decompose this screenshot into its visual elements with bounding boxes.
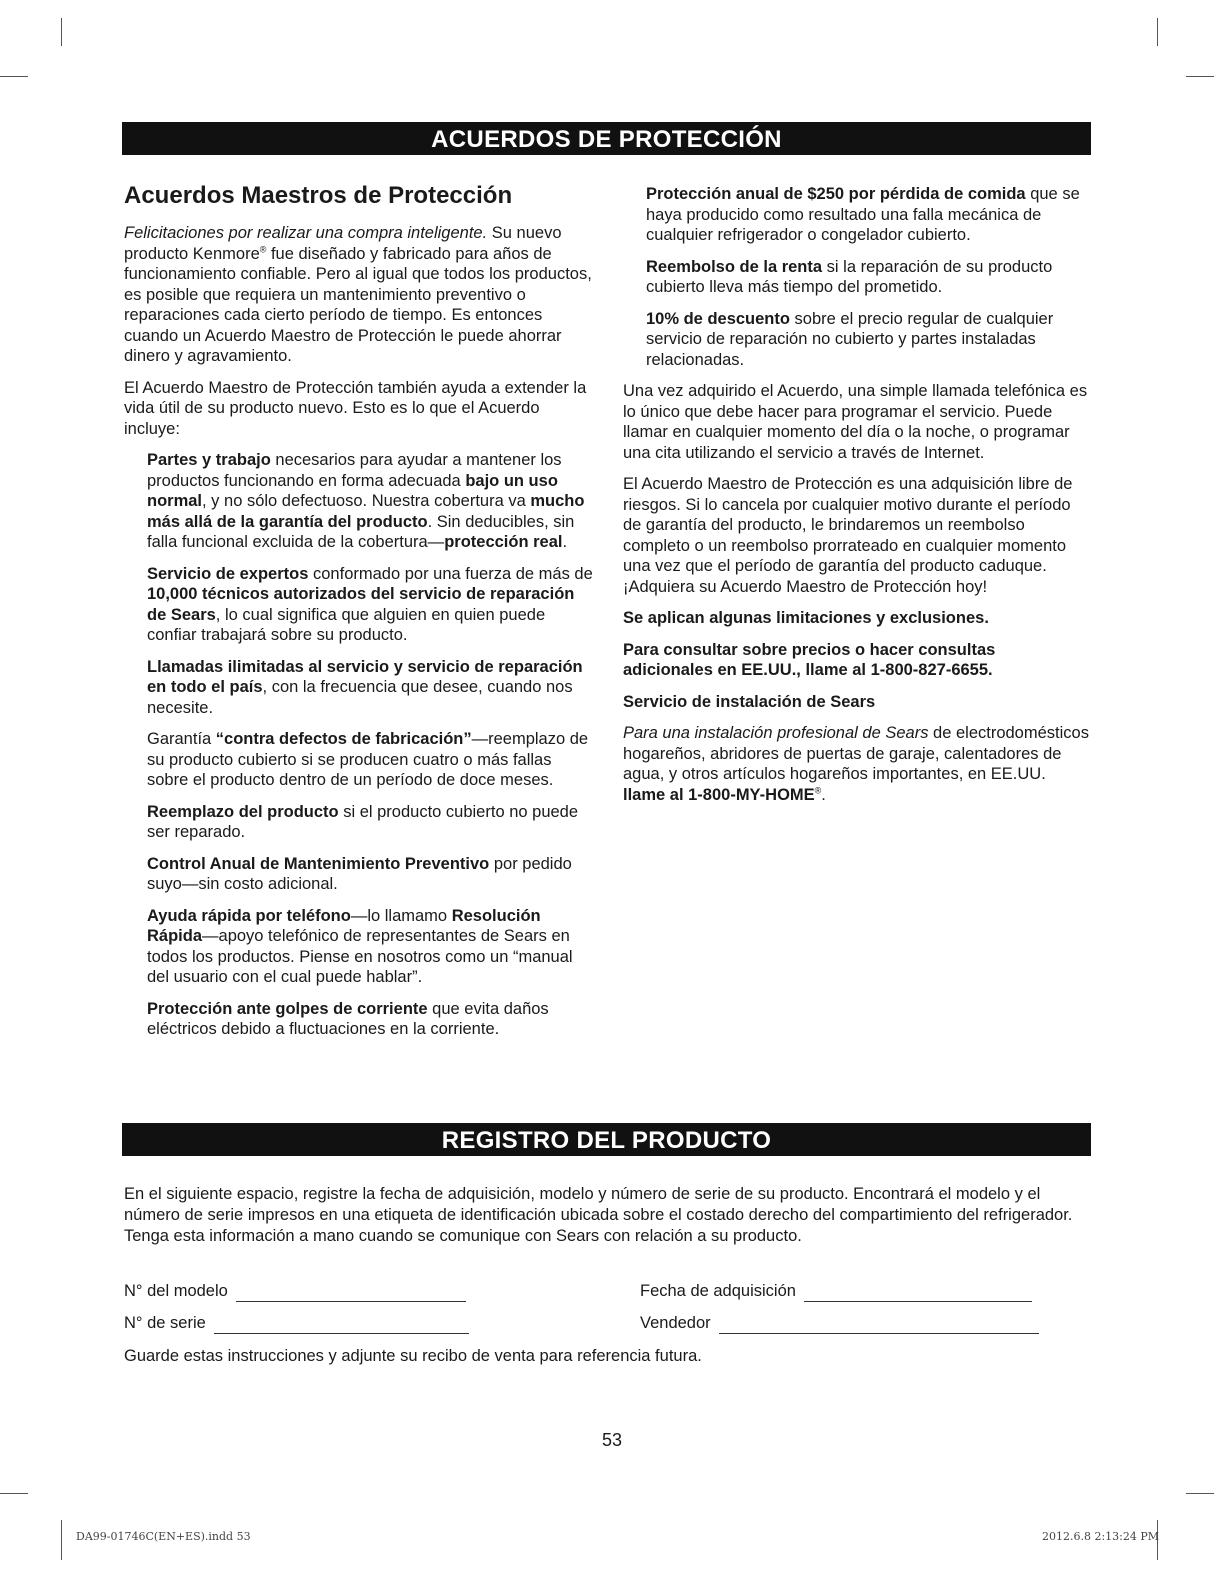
benefit-item: Llamadas ilimitadas al servicio y servicio de reparación en todo el país, con la frecuencia que desee, cuando nos necesite. bbox=[147, 657, 583, 717]
benefit-item: Servicio de expertos conformado por una fuerza de más de 10,000 técnicos autorizados del servicio de reparación de Sears, lo cual significa que alguien en quien puede confiar trabajará sobre su producto. bbox=[147, 564, 593, 644]
file-slug: DA99-01746C(EN+ES).indd 53 bbox=[76, 1530, 251, 1543]
model-number-label: N° del modelo bbox=[124, 1282, 228, 1300]
registration-footer-note: Guarde estas instrucciones y adjunte su recibo de venta para referencia futura. bbox=[124, 1347, 702, 1365]
serial-number-line[interactable] bbox=[214, 1319, 469, 1334]
page-number: 53 bbox=[601, 1430, 623, 1450]
crop-mark bbox=[0, 1493, 28, 1494]
benefit-item: Protección ante golpes de corriente que evita daños eléctricos debido a fluctuaciones en la corriente. bbox=[147, 999, 549, 1038]
serial-number-label: N° de serie bbox=[124, 1314, 206, 1332]
left-column bbox=[124, 181, 594, 1051]
benefit-item: Ayuda rápida por teléfono—lo llamamo Resolución Rápida—apoyo telefónico de representantes de Sears en todos los productos. Piense en nosotros como un “manual del usuario con el cual puede hablar”. bbox=[147, 906, 573, 986]
benefit-item: Control Anual de Mantenimiento Preventivo por pedido suyo—sin costo adicional. bbox=[147, 854, 572, 893]
model-number-line[interactable] bbox=[236, 1287, 466, 1302]
purchase-date-line[interactable] bbox=[804, 1287, 1032, 1302]
install-paragraph: Para una instalación profesional de Sears de electrodomésticos hogareños, abridores de puertas de garaje, calentadores de agua, y otros artículos hogareños importantes, en EE.UU. llame al 1-800-MY-HOME®. bbox=[623, 724, 1089, 804]
coverage-paragraph: El Acuerdo Maestro de Protección también ayuda a extender la vida útil de su producto nuevo. Esto es lo que el Acuerdo incluye: bbox=[124, 378, 587, 438]
model-number-field[interactable] bbox=[124, 1281, 466, 1302]
serial-number-field[interactable] bbox=[124, 1313, 469, 1334]
purchase-date-field[interactable] bbox=[640, 1281, 1032, 1302]
benefit-item: 10% de descuento sobre el precio regular de cualquier servicio de reparación no cubierto y partes instaladas relacionadas. bbox=[646, 309, 1054, 369]
crop-mark bbox=[0, 76, 28, 77]
crop-mark bbox=[1186, 1493, 1214, 1494]
crop-mark bbox=[61, 1520, 62, 1560]
risk-free-paragraph: El Acuerdo Maestro de Protección es una adquisición libre de riesgos. Si lo cancela por cualquier motivo durante el período de garantía del producto, le brindaremos un reembolso completo o un reembolso prorrateado en cualquier momento una vez que el período de garantía del producto caduque. ¡Adquiera su Acuerdo Maestro de Protección hoy! bbox=[623, 475, 1073, 596]
benefit-item: Partes y trabajo necesarios para ayudar a mantener los productos funcionando en forma adecuada bajo un uso normal, y no sólo defectuoso. Nuestra cobertura va mucho más allá de la garantía del producto. Sin deducibles, sin falla funcional excluida de la cobertura—protección real. bbox=[147, 451, 585, 551]
benefit-item: Reemplazo del producto si el producto cubierto no puede ser reparado. bbox=[147, 802, 579, 841]
seller-line[interactable] bbox=[719, 1319, 1039, 1334]
benefit-item: Reembolso de la renta si la reparación de su producto cubierto lleva más tiempo del prometido. bbox=[646, 257, 1053, 296]
crop-mark bbox=[61, 18, 62, 46]
right-column bbox=[623, 184, 1089, 816]
timestamp-slug: 2012.6.8 2:13:24 PM bbox=[1042, 1530, 1160, 1543]
section-heading: Acuerdos Maestros de Protección bbox=[124, 182, 513, 209]
seller-field[interactable] bbox=[640, 1313, 1039, 1334]
registration-intro: En el siguiente espacio, registre la fecha de adquisición, modelo y número de serie de su producto. Encontrará el modelo y el número de serie impresos en una etiqueta de identificación ubicada sobre el costado derecho del compartimiento del refrigerador. Tenga esta información a mano cuando se comunique con Sears con relación a su producto. bbox=[124, 1185, 1073, 1245]
section-banner-protection: ACUERDOS DE PROTECCIÓN bbox=[122, 122, 1091, 155]
section-banner-registration: REGISTRO DEL PRODUCTO bbox=[122, 1123, 1091, 1156]
call-paragraph: Una vez adquirido el Acuerdo, una simple llamada telefónica es lo único que debe hacer para programar el servicio. Puede llamar en cualquier momento del día o la noche, o programar una cita utilizando el servicio a través de Internet. bbox=[623, 382, 1088, 462]
intro-paragraph: Felicitaciones por realizar una compra inteligente. Su nuevo producto Kenmore® fue diseñado y fabricado para años de funcionamiento confiable. Pero al igual que todos los productos, es posible que requiera un mantenimiento preventivo o reparaciones cada cierto período de tiempo. Es entonces cuando un Acuerdo Maestro de Protección le puede ahorrar dinero y agravamiento. bbox=[124, 224, 592, 365]
purchase-date-label: Fecha de adquisición bbox=[640, 1282, 796, 1300]
benefit-item: Protección anual de $250 por pérdida de comida que se haya producido como resultado una falla mecánica de cualquier refrigerador o congelador cubierto. bbox=[646, 185, 1080, 244]
benefit-item: Garantía “contra defectos de fabricación”—reemplazo de su producto cubierto si se producen cuatro o más fallas sobre el producto dentro de un período de doce meses. bbox=[147, 730, 589, 789]
crop-mark bbox=[1157, 18, 1158, 46]
crop-mark bbox=[1186, 76, 1214, 77]
limitations-note: Se aplican algunas limitaciones y exclusiones. bbox=[623, 609, 989, 627]
phone-note: Para consultar sobre precios o hacer consultas adicionales en EE.UU., llame al 1-800-827-6655. bbox=[623, 640, 996, 679]
install-heading: Servicio de instalación de Sears bbox=[623, 692, 876, 711]
seller-label: Vendedor bbox=[640, 1314, 711, 1332]
